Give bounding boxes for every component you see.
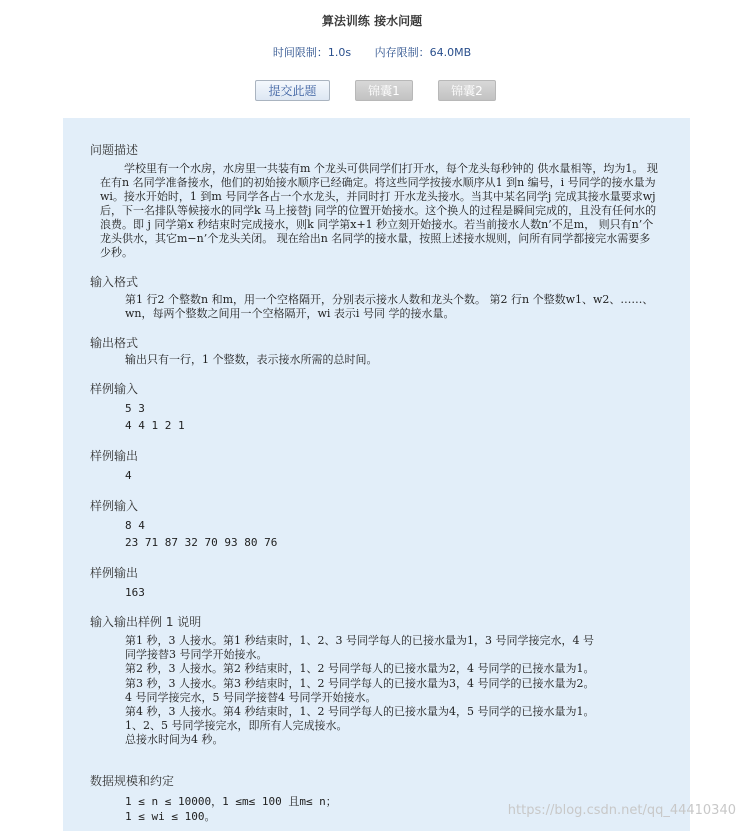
time-limit: 时间限制：1.0s — [272, 46, 352, 59]
sample-output-title-1: 样例输出 — [90, 449, 139, 463]
sample-input-title-1: 样例输入 — [90, 382, 139, 396]
sample-output-1: 4 — [125, 469, 132, 482]
explain-title: 输入输出样例 1 说明 — [90, 615, 202, 629]
sample-input-2-line1: 8 4 — [125, 519, 145, 532]
description-title: 问题描述 — [90, 143, 139, 157]
sample-input-1-line1: 5 3 — [125, 402, 145, 415]
watermark-text: https://blog.csdn.net/qq_44410340 — [507, 803, 736, 818]
output-format-title: 输出格式 — [90, 336, 139, 350]
output-format-text: 输出只有一行，1 个整数，表示接水所需的总时间。 — [125, 353, 378, 366]
description-text: 学校里有一个水房，水房里一共装有m 个龙头可供同学们打开水，每个龙头每秒钟的 供水量相等，均为1。 现在有n 名同学准备接水，他们的初始接水顺序已经确定。将这些同学按接水顺序从1 到n 编号，i 号同学的接水量为wi。接水开始时，1 到m 号同学各占一个水龙头，并同时打 开水龙头接水。当其中某名同学j 完成其接水量要求wj 后，下一名排队等候接水的同学k 马上接替j 同学的位置开始接水。这个换人的过程是瞬间完成的，且没有任何水的浪费。即 j 同学第x 秒结束时完成接水，则k 同学第x+1 秒立刻开始接水。若当前接水人数n’不足m， 则只有n’个龙头供水，其它m−n’个龙头关闭。 现在给出n 名同学的接水量，按照上述接水规则，问所有同学都接完水需要多少秒。 — [100, 162, 660, 259]
sample-input-title-2: 样例输入 — [90, 499, 139, 513]
sample-output-title-2: 样例输出 — [90, 566, 139, 580]
constraints-title: 数据规模和约定 — [90, 774, 175, 788]
constraints-line2: 1 ≤ wi ≤ 100。 — [125, 810, 216, 823]
memory-limit: 内存限制：64.0MB — [374, 46, 472, 59]
tip2-button[interactable]: 锦囊2 — [438, 80, 496, 101]
sample-input-1-line2: 4 4 1 2 1 — [125, 419, 185, 432]
limits-bar — [0, 44, 744, 60]
explain-text: 第1 秒，3 人接水。第1 秒结束时，1、2、3 号同学每人的已接水量为1，3 号同学接完水，4 号同学接替3 号同学开始接水。 第2 秒，3 人接水。第2 秒结束时，1、2 号同学每人的已接水量为2，4 号同学的已接水量为1。 第3 秒，3 人接水。第3 秒结束时，1、2 号同学每人的已接水量为3，4 号同学的已接水量为2。4 号同学接完水，5 号同学接替4 号同学开始接水。 第4 秒，3 人接水。第4 秒结束时，1、2 号同学每人的已接水量为4，5 号同学的已接水量为1。1、2、5 号同学接完水，即所有人完成接水。 总接水时间为4 秒。 — [125, 634, 595, 747]
input-format-text: 第1 行2 个整数n 和m，用一个空格隔开，分别表示接水人数和龙头个数。 第2 行n 个整数w1、w2、……、wn，每两个整数之间用一个空格隔开，wi 表示i 号同 学的接水量。 — [125, 293, 654, 320]
constraints-line1: 1 ≤ n ≤ 10000，1 ≤m≤ 100 且m≤ n； — [125, 795, 337, 808]
page-title: 算法训练 接水问题 — [321, 14, 423, 28]
sample-output-2: 163 — [125, 586, 145, 599]
input-format-title: 输入格式 — [90, 275, 139, 289]
tip1-button[interactable]: 锦囊1 — [355, 80, 413, 101]
sample-input-2-line2: 23 71 87 32 70 93 80 76 — [125, 536, 278, 549]
submit-button[interactable]: 提交此题 — [255, 80, 330, 101]
